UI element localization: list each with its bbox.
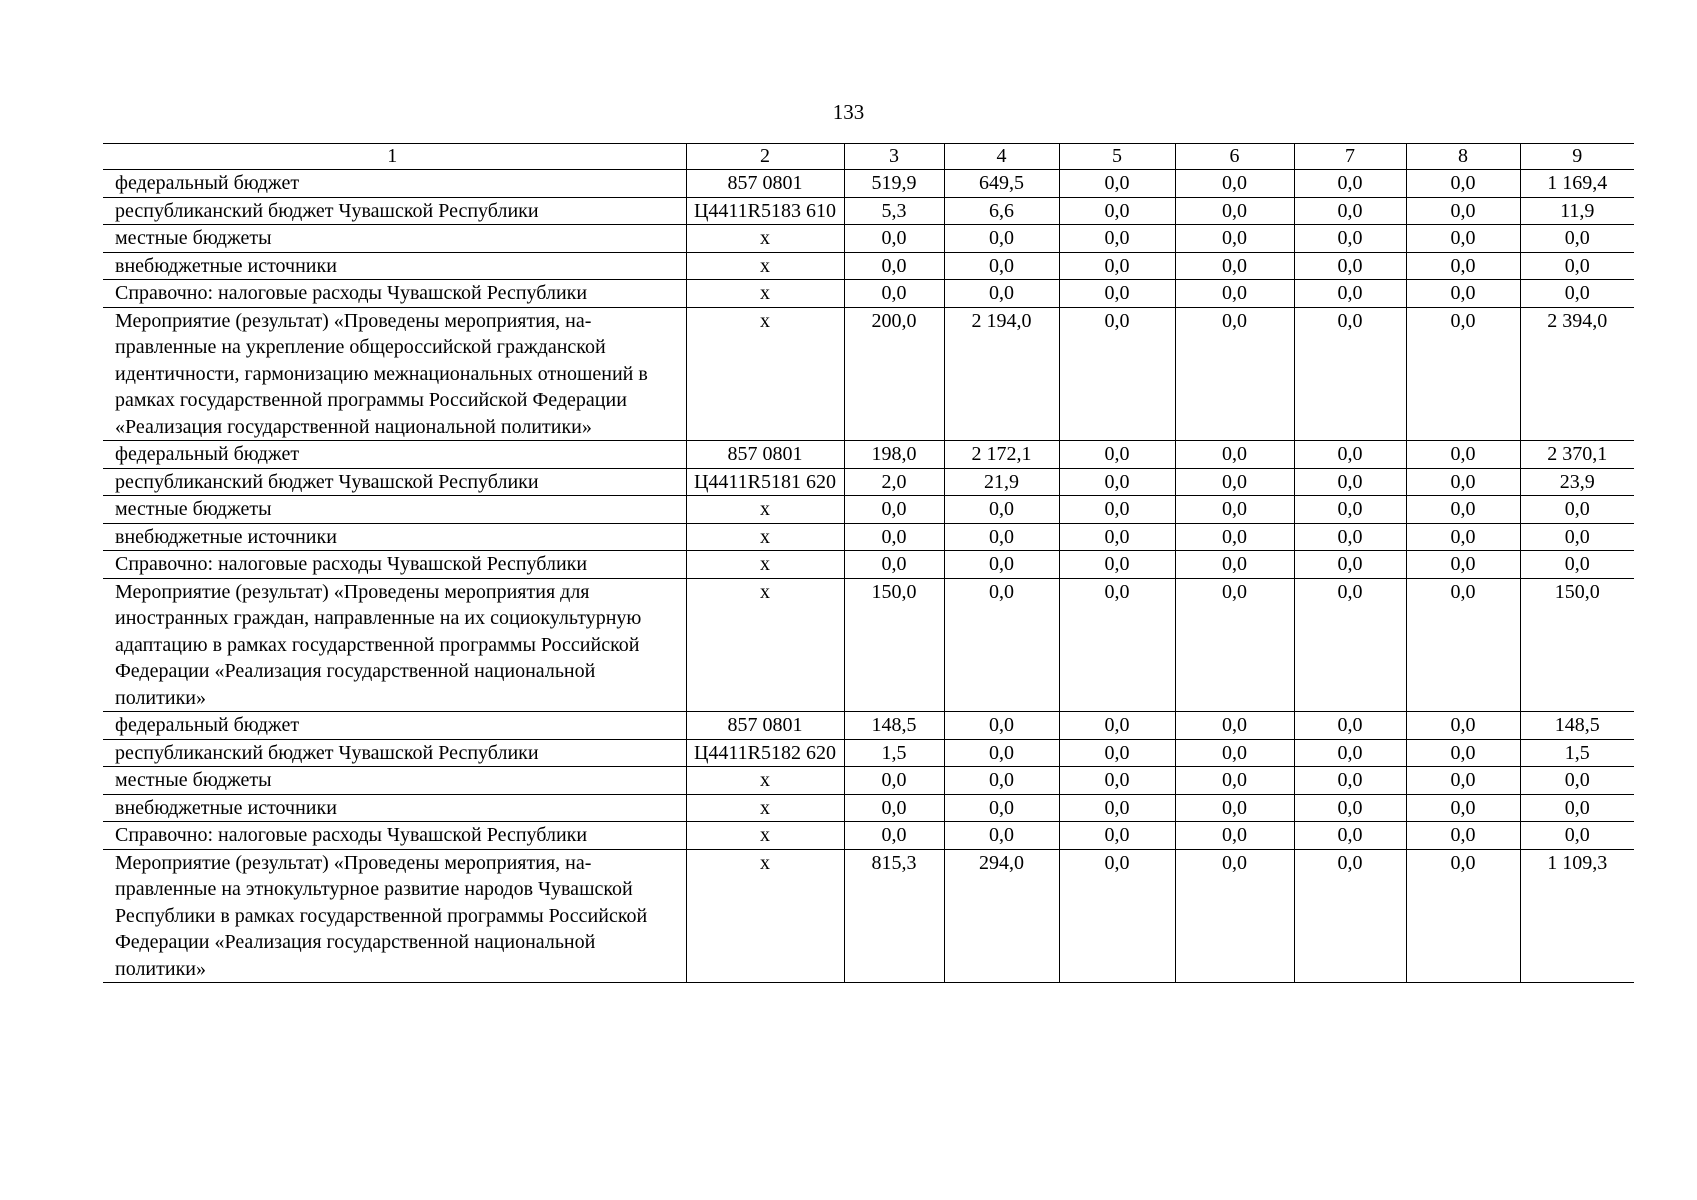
table-row — [103, 551, 1634, 579]
value-cell: 1,5 — [844, 739, 944, 767]
value-cell: 0,0 — [1059, 523, 1175, 551]
value-cell: 0,0 — [1406, 523, 1520, 551]
value-cell: 2 172,1 — [944, 441, 1059, 469]
value-cell: 2 394,0 — [1520, 307, 1634, 441]
page-number: 133 — [832, 100, 865, 124]
value-cell: 0,0 — [1175, 523, 1294, 551]
budget-code: x — [686, 280, 844, 308]
header-cell: 4 — [944, 144, 1059, 170]
value-cell: 0,0 — [844, 767, 944, 795]
value-cell: 0,0 — [844, 225, 944, 253]
row-label: Справочно: налоговые расходы Чувашской Республики — [103, 551, 686, 579]
value-cell: 0,0 — [1175, 280, 1294, 308]
value-cell: 0,0 — [1520, 822, 1634, 850]
budget-code: 857 0801 — [686, 712, 844, 740]
value-cell: 21,9 — [944, 468, 1059, 496]
table-row — [103, 307, 1634, 441]
value-cell: 0,0 — [1059, 849, 1175, 983]
value-cell: 0,0 — [1406, 496, 1520, 524]
value-cell: 0,0 — [1175, 822, 1294, 850]
value-cell: 0,0 — [1059, 280, 1175, 308]
value-cell: 0,0 — [1406, 767, 1520, 795]
row-label: Мероприятие (результат) «Проведены мероприятия, направленные на укрепление общероссийской гражданской идентичности, гармонизацию межнациональных отношений в рамках государственной программы Российской Федерации «Реализация государственной национальной политики» — [103, 307, 686, 441]
header-cell: 1 — [103, 144, 686, 170]
budget-code: 857 0801 — [686, 441, 844, 469]
value-cell: 0,0 — [1175, 468, 1294, 496]
value-cell: 519,9 — [844, 170, 944, 198]
row-label: внебюджетные источники — [103, 252, 686, 280]
value-cell: 2 370,1 — [1520, 441, 1634, 469]
budget-code: x — [686, 225, 844, 253]
value-cell: 0,0 — [1059, 170, 1175, 198]
header-cell: 6 — [1175, 144, 1294, 170]
value-cell: 2 194,0 — [944, 307, 1059, 441]
table-row — [103, 225, 1634, 253]
value-cell: 23,9 — [1520, 468, 1634, 496]
value-cell: 0,0 — [944, 767, 1059, 795]
value-cell: 0,0 — [1406, 712, 1520, 740]
value-cell: 11,9 — [1520, 197, 1634, 225]
value-cell: 0,0 — [1175, 307, 1294, 441]
value-cell: 148,5 — [1520, 712, 1634, 740]
value-cell: 0,0 — [1406, 170, 1520, 198]
value-cell: 0,0 — [1406, 794, 1520, 822]
value-cell: 0,0 — [1406, 578, 1520, 712]
budget-code: 857 0801 — [686, 170, 844, 198]
value-cell: 0,0 — [1406, 441, 1520, 469]
budget-code: x — [686, 307, 844, 441]
value-cell: 0,0 — [1175, 578, 1294, 712]
value-cell: 0,0 — [1175, 551, 1294, 579]
table-row — [103, 441, 1634, 469]
value-cell: 0,0 — [1059, 441, 1175, 469]
table-row — [103, 523, 1634, 551]
value-cell: 0,0 — [1294, 822, 1406, 850]
value-cell: 0,0 — [844, 822, 944, 850]
value-cell: 0,0 — [1175, 712, 1294, 740]
value-cell: 0,0 — [1059, 578, 1175, 712]
value-cell: 0,0 — [1059, 252, 1175, 280]
header-cell: 2 — [686, 144, 844, 170]
value-cell: 0,0 — [1059, 468, 1175, 496]
value-cell: 0,0 — [844, 794, 944, 822]
table-row — [103, 767, 1634, 795]
value-cell: 0,0 — [1175, 170, 1294, 198]
value-cell: 649,5 — [944, 170, 1059, 198]
value-cell: 0,0 — [944, 523, 1059, 551]
row-label: федеральный бюджет — [103, 712, 686, 740]
value-cell: 1 169,4 — [1520, 170, 1634, 198]
table-row — [103, 468, 1634, 496]
value-cell: 1 109,3 — [1520, 849, 1634, 983]
value-cell: 0,0 — [1059, 767, 1175, 795]
value-cell: 0,0 — [1406, 739, 1520, 767]
value-cell: 0,0 — [1059, 739, 1175, 767]
value-cell: 0,0 — [1294, 767, 1406, 795]
table-row — [103, 739, 1634, 767]
value-cell: 0,0 — [1294, 170, 1406, 198]
value-cell: 0,0 — [944, 252, 1059, 280]
value-cell: 0,0 — [1520, 496, 1634, 524]
row-label: Мероприятие (результат) «Проведены мероприятия для иностранных граждан, направленные на их социокультурную адаптацию в рамках государственной программы Российской Федерации «Реализация государственной национальной политики» — [103, 578, 686, 712]
budget-code: x — [686, 496, 844, 524]
value-cell: 0,0 — [1294, 280, 1406, 308]
value-cell: 0,0 — [1175, 441, 1294, 469]
budget-code: x — [686, 252, 844, 280]
value-cell: 0,0 — [1059, 712, 1175, 740]
value-cell: 0,0 — [1059, 307, 1175, 441]
budget-code: x — [686, 767, 844, 795]
row-label: республиканский бюджет Чувашской Республики — [103, 739, 686, 767]
value-cell: 0,0 — [1294, 496, 1406, 524]
row-label: местные бюджеты — [103, 767, 686, 795]
value-cell: 0,0 — [1520, 767, 1634, 795]
value-cell: 0,0 — [1294, 794, 1406, 822]
budget-code: x — [686, 822, 844, 850]
value-cell: 0,0 — [1406, 197, 1520, 225]
value-cell: 0,0 — [1294, 252, 1406, 280]
value-cell: 0,0 — [1406, 468, 1520, 496]
value-cell: 0,0 — [1059, 551, 1175, 579]
table-row — [103, 822, 1634, 850]
value-cell: 294,0 — [944, 849, 1059, 983]
value-cell: 0,0 — [1175, 252, 1294, 280]
value-cell: 150,0 — [844, 578, 944, 712]
budget-code: Ц4411R5182 620 — [686, 739, 844, 767]
value-cell: 0,0 — [1175, 849, 1294, 983]
value-cell: 0,0 — [844, 523, 944, 551]
row-label: Справочно: налоговые расходы Чувашской Республики — [103, 280, 686, 308]
table-row — [103, 197, 1634, 225]
value-cell: 0,0 — [1175, 496, 1294, 524]
value-cell: 0,0 — [1294, 712, 1406, 740]
value-cell: 200,0 — [844, 307, 944, 441]
table-row — [103, 252, 1634, 280]
value-cell: 5,3 — [844, 197, 944, 225]
budget-code: Ц4411R5183 610 — [686, 197, 844, 225]
row-label: республиканский бюджет Чувашской Республики — [103, 468, 686, 496]
header-row — [103, 144, 1634, 170]
table-row — [103, 794, 1634, 822]
header-cell: 9 — [1520, 144, 1634, 170]
value-cell: 0,0 — [1294, 849, 1406, 983]
value-cell: 0,0 — [944, 578, 1059, 712]
budget-code: x — [686, 523, 844, 551]
value-cell: 0,0 — [944, 280, 1059, 308]
table-row — [103, 849, 1634, 983]
value-cell: 815,3 — [844, 849, 944, 983]
value-cell: 0,0 — [1520, 794, 1634, 822]
budget-code: x — [686, 578, 844, 712]
value-cell: 0,0 — [1294, 307, 1406, 441]
row-label: Справочно: налоговые расходы Чувашской Республики — [103, 822, 686, 850]
value-cell: 0,0 — [944, 794, 1059, 822]
value-cell: 0,0 — [1406, 280, 1520, 308]
value-cell: 150,0 — [1520, 578, 1634, 712]
value-cell: 0,0 — [1294, 551, 1406, 579]
value-cell: 0,0 — [1406, 822, 1520, 850]
value-cell: 0,0 — [944, 551, 1059, 579]
value-cell: 0,0 — [1059, 794, 1175, 822]
value-cell: 0,0 — [944, 225, 1059, 253]
value-cell: 198,0 — [844, 441, 944, 469]
value-cell: 0,0 — [1294, 225, 1406, 253]
header-cell: 7 — [1294, 144, 1406, 170]
value-cell: 0,0 — [1406, 551, 1520, 579]
value-cell: 0,0 — [944, 712, 1059, 740]
header-cell: 5 — [1059, 144, 1175, 170]
row-label: местные бюджеты — [103, 496, 686, 524]
budget-code: x — [686, 794, 844, 822]
value-cell: 0,0 — [1406, 225, 1520, 253]
value-cell: 0,0 — [1175, 739, 1294, 767]
value-cell: 0,0 — [844, 496, 944, 524]
row-label: федеральный бюджет — [103, 170, 686, 198]
value-cell: 0,0 — [1406, 307, 1520, 441]
row-label: федеральный бюджет — [103, 441, 686, 469]
row-label: Мероприятие (результат) «Проведены мероприятия, направленные на этнокультурное развитие народов Чувашской Республики в рамках государственной программы Российской Федерации «Реализация государственной национальной политики» — [103, 849, 686, 983]
value-cell: 0,0 — [1059, 822, 1175, 850]
value-cell: 0,0 — [1520, 523, 1634, 551]
header-cell: 3 — [844, 144, 944, 170]
budget-code: x — [686, 551, 844, 579]
budget-table — [103, 143, 1634, 983]
value-cell: 0,0 — [1520, 280, 1634, 308]
budget-code: x — [686, 849, 844, 983]
value-cell: 0,0 — [944, 496, 1059, 524]
value-cell: 0,0 — [1294, 468, 1406, 496]
row-label: республиканский бюджет Чувашской Республики — [103, 197, 686, 225]
table-row — [103, 712, 1634, 740]
value-cell: 0,0 — [844, 280, 944, 308]
value-cell: 0,0 — [844, 252, 944, 280]
value-cell: 0,0 — [1294, 578, 1406, 712]
header-cell: 8 — [1406, 144, 1520, 170]
value-cell: 0,0 — [1059, 197, 1175, 225]
value-cell: 0,0 — [1406, 849, 1520, 983]
row-label: внебюджетные источники — [103, 794, 686, 822]
value-cell: 0,0 — [1294, 523, 1406, 551]
value-cell: 0,0 — [1059, 496, 1175, 524]
value-cell: 0,0 — [1520, 551, 1634, 579]
budget-code: Ц4411R5181 620 — [686, 468, 844, 496]
value-cell: 148,5 — [844, 712, 944, 740]
value-cell: 0,0 — [1294, 441, 1406, 469]
value-cell: 6,6 — [944, 197, 1059, 225]
value-cell: 0,0 — [844, 551, 944, 579]
value-cell: 0,0 — [1520, 225, 1634, 253]
table-row — [103, 280, 1634, 308]
value-cell: 2,0 — [844, 468, 944, 496]
table-body — [103, 144, 1634, 983]
table-row — [103, 496, 1634, 524]
table-row — [103, 170, 1634, 198]
value-cell: 0,0 — [1520, 252, 1634, 280]
table-row — [103, 578, 1634, 712]
value-cell: 0,0 — [1406, 252, 1520, 280]
value-cell: 0,0 — [944, 739, 1059, 767]
row-label: внебюджетные источники — [103, 523, 686, 551]
value-cell: 0,0 — [1059, 225, 1175, 253]
value-cell: 0,0 — [1294, 197, 1406, 225]
value-cell: 0,0 — [944, 822, 1059, 850]
value-cell: 0,0 — [1175, 794, 1294, 822]
value-cell: 0,0 — [1175, 197, 1294, 225]
value-cell: 0,0 — [1294, 739, 1406, 767]
row-label: местные бюджеты — [103, 225, 686, 253]
value-cell: 0,0 — [1175, 225, 1294, 253]
value-cell: 0,0 — [1175, 767, 1294, 795]
value-cell: 1,5 — [1520, 739, 1634, 767]
